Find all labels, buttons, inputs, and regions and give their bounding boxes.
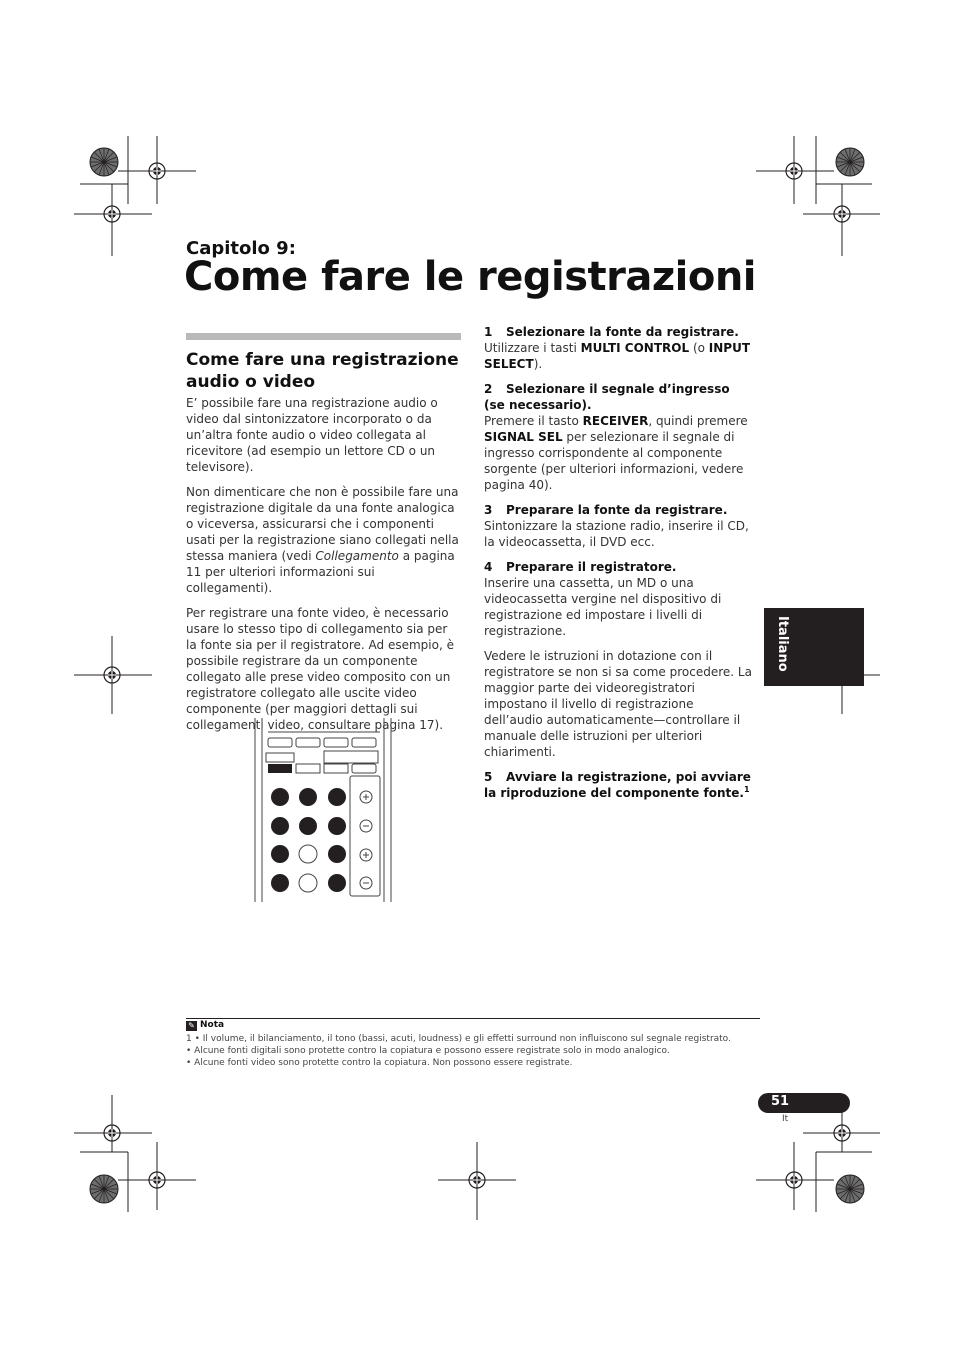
step-number: 2: [484, 382, 493, 396]
video-recording-paragraph: Per registrare una fonte video, è necessario usare lo stesso tipo di collegamento sia per la fonte sia per il registratore. Ad esempio, è possibile registrare da un componente collegato alle prese video composito con un registratore collegato alle uscite video componente (per maggiori dettagli sui collegamenti video, consultare pagina 17).: [186, 606, 454, 732]
step-text: Utilizzare i tasti: [484, 341, 581, 355]
step-3-title: [484, 502, 754, 518]
note-line-2: • Alcune fonti digitali sono protette contro la copiatura e possono essere registrate solo in modo analogico.: [186, 1046, 670, 1056]
step-number: 1: [484, 325, 493, 339]
note-heading: [186, 1020, 224, 1031]
step-1: [484, 324, 754, 372]
step-2-title: [484, 381, 754, 413]
pencil-note-icon: ✎: [186, 1021, 197, 1031]
step-1-body: [484, 340, 754, 372]
step-2-body: [484, 413, 754, 493]
note-line-1: 1 • Il volume, il bilanciamento, il tono (bassi, acuti, loudness) e gli effetti surround non influiscono sul segnale registrato.: [186, 1034, 731, 1044]
step-text: (o: [689, 341, 709, 355]
step-title-text: Selezionare la fonte da registrare.: [506, 325, 739, 339]
left-column: [186, 333, 461, 742]
note-divider: [186, 1018, 760, 1019]
step-title-text: Preparare il registratore.: [506, 560, 677, 574]
page-title: Come fare le registrazioni: [184, 254, 757, 300]
remote-control-illustration: [250, 718, 395, 904]
footnote-ref: 1: [743, 785, 750, 794]
signal-sel-key-label: SIGNAL SEL: [484, 430, 563, 444]
section-title: Come fare una registrazione audio o video: [186, 350, 459, 392]
multi-control-key-label: MULTI CONTROL: [580, 341, 690, 355]
right-column: [484, 324, 754, 810]
section-divider-bar: [186, 333, 461, 340]
collegamento-reference: Collegamento: [315, 549, 399, 563]
step-3: [484, 502, 754, 550]
paragraph-text: Non dimenticare che non è possibile fare una registrazione digitale da una fonte analogica o viceversa, assicurarsi che i componenti usati per la registrazione siano collegati nella stessa maniera (vedi: [186, 485, 459, 563]
receiver-key-label: RECEIVER: [582, 414, 649, 428]
chapter-label: Capitolo 9:: [186, 238, 296, 259]
intro-paragraph: E’ possibile fare una registrazione audio o video dal sintonizzatore incorporato o da un’altra fonte audio o video collegata al ricevitore (ad esempio un lettore CD o un televisore).: [186, 396, 438, 474]
language-tab-label: Italiano: [775, 616, 790, 672]
step-3-body: Sintonizzare la stazione radio, inserire il CD, la videocassetta, il DVD ecc.: [484, 519, 749, 549]
step-1-title: [484, 324, 754, 340]
step-5-title: [484, 769, 754, 801]
step-text: , quindi premere: [648, 414, 748, 428]
step-text: ).: [533, 357, 543, 371]
step-number: 4: [484, 560, 493, 574]
note-line-3: • Alcune fonti video sono protette contro la copiatura. Non possono essere registrate.: [186, 1058, 573, 1068]
step-title-text: Selezionare il segnale d’ingresso (se necessario).: [484, 382, 730, 412]
step-4-note: Vedere le istruzioni in dotazione con il registratore se non si sa come procedere. La maggior parte dei videoregistratori impostano il livello di registrazione dell’audio automaticamente—controllare il manuale delle istruzioni per ulteriori chiarimenti.: [484, 649, 752, 759]
step-text: Premere il tasto: [484, 414, 583, 428]
input-select-key-label: INPUT SELECT: [484, 341, 751, 371]
step-number: 5: [484, 770, 493, 784]
step-4: [484, 559, 754, 760]
step-5: [484, 769, 754, 801]
step-text: per selezionare il segnale di ingresso corrispondente al componente sorgente (per ulteriori informazioni, vedere pagina 40).: [484, 430, 744, 492]
paragraph-text-tail: a pagina 11 per ulteriori informazioni sui collegamenti).: [186, 549, 455, 595]
step-title-text: Avviare la registrazione, poi avviare la riproduzione del componente fonte.: [484, 770, 751, 800]
note-heading-text: Nota: [200, 1020, 225, 1030]
digital-analog-paragraph: [186, 484, 461, 596]
page-number: 51: [771, 1094, 790, 1109]
step-title-text: Preparare la fonte da registrare.: [506, 503, 728, 517]
page-language-code: It: [782, 1114, 789, 1124]
step-4-title: [484, 559, 754, 575]
step-number: 3: [484, 503, 493, 517]
step-4-body: Inserire una cassetta, un MD o una videocassetta vergine nel dispositivo di registrazione ed impostare i livelli di registrazione.: [484, 576, 722, 638]
step-2: [484, 381, 754, 493]
